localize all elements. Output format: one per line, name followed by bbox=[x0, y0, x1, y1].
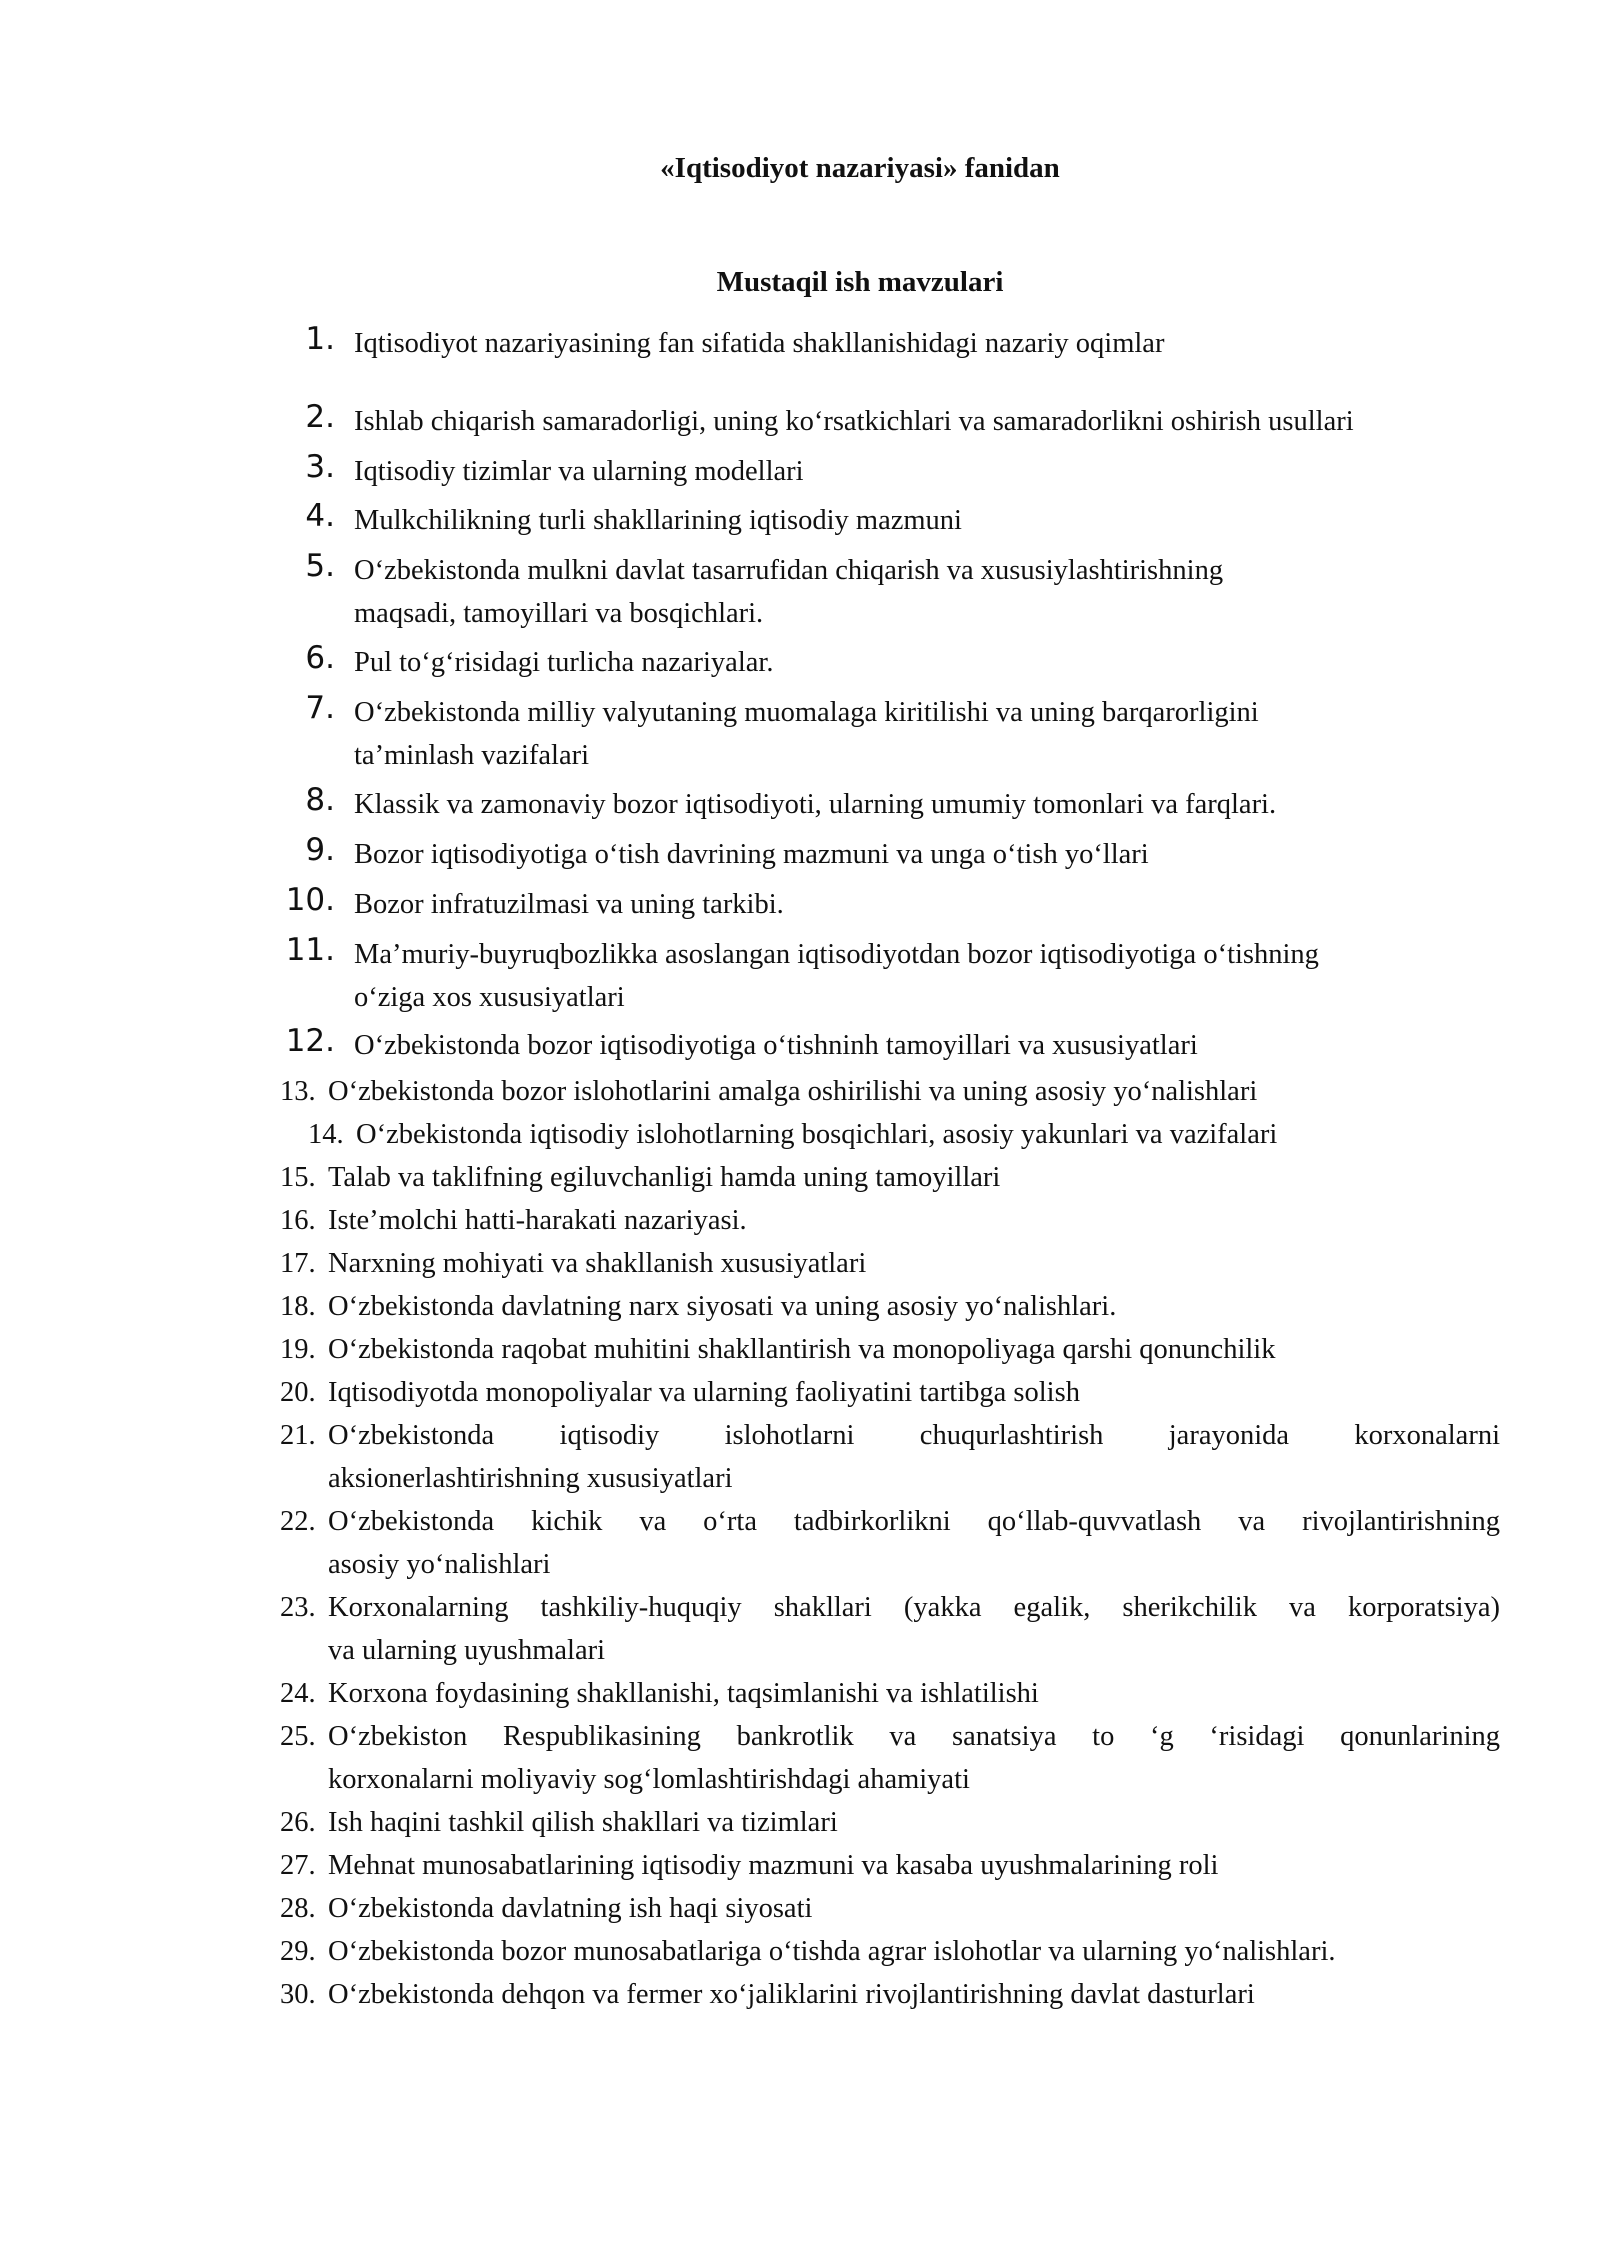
list-item-text: Ma’muriy-buyruqbozlikka asoslangan iqtisodiyotdan bozor iqtisodiyotiga o‘tishning bbox=[354, 939, 1319, 970]
list-item-number: 7. bbox=[305, 690, 335, 726]
list-item-text: O‘zbekistonda dehqon va fermer xo‘jaliklarini rivojlantirishning davlat dasturlari bbox=[328, 1979, 1255, 2010]
list-item-number: 20. bbox=[280, 1377, 316, 1408]
list-item-text: Talab va taklifning egiluvchanligi hamda uning tamoyillari bbox=[328, 1162, 1001, 1193]
list-item-number: 4. bbox=[305, 498, 335, 534]
list-item-number: 28. bbox=[280, 1893, 316, 1924]
list-item-text-continuation: ta’minlash vazifalari bbox=[354, 740, 590, 771]
list-item-text: Ish haqini tashkil qilish shakllari va tizimlari bbox=[328, 1807, 838, 1838]
list-item-number: 1. bbox=[305, 321, 335, 357]
list-item-number: 24. bbox=[280, 1678, 316, 1709]
list-item-text-continuation: asosiy yo‘nalishlari bbox=[328, 1549, 551, 1580]
list-item-number: 5. bbox=[305, 548, 335, 584]
list-item-text: O‘zbekistonda iqtisodiy islohotlarning bosqichlari, asosiy yakunlari va vazifalari bbox=[356, 1119, 1278, 1150]
list-item-text: Korxonalarning tashkiliy-huquqiy shakllari (yakka egalik, sherikchilik va korporatsiya) bbox=[328, 1592, 1500, 1623]
document-subtitle: Mustaqil ish mavzulari bbox=[716, 266, 1004, 298]
list-item-text: O‘zbekistonda mulkni davlat tasarrufidan chiqarish va xususiylashtirishning bbox=[354, 555, 1224, 586]
list-item-number: 23. bbox=[280, 1592, 316, 1623]
list-item-number: 30. bbox=[280, 1979, 316, 2010]
list-item-text: O‘zbekistonda davlatning narx siyosati va uning asosiy yo‘nalishlari. bbox=[328, 1291, 1117, 1322]
list-item-number: 21. bbox=[280, 1420, 316, 1451]
list-item-number: 22. bbox=[280, 1506, 316, 1537]
list-item-text: Iqtisodiyot nazariyasining fan sifatida shakllanishidagi nazariy oqimlar bbox=[354, 328, 1165, 359]
list-item-number: 2. bbox=[305, 399, 335, 435]
list-item-text: O‘zbekistonda bozor munosabatlariga o‘tishda agrar islohotlar va ularning yo‘nalishlari. bbox=[328, 1936, 1336, 1967]
list-item-number: 13. bbox=[280, 1076, 316, 1107]
list-item-text: Pul to‘g‘risidagi turlicha nazariyalar. bbox=[354, 647, 774, 678]
list-item-number: 27. bbox=[280, 1850, 316, 1881]
list-item-text-continuation: va ularning uyushmalari bbox=[328, 1635, 606, 1666]
list-item-text-continuation: o‘ziga xos xususiyatlari bbox=[354, 982, 625, 1013]
list-item-text: O‘zbekistonda bozor islohotlarini amalga oshirilishi va uning asosiy yo‘nalishlari bbox=[328, 1076, 1258, 1107]
list-item-text: Mehnat munosabatlarining iqtisodiy mazmuni va kasaba uyushmalarining roli bbox=[328, 1850, 1219, 1881]
list-item-number: 15. bbox=[280, 1162, 316, 1193]
list-item-text: O‘zbekistonda davlatning ish haqi siyosati bbox=[328, 1893, 813, 1924]
list-item-text: Klassik va zamonaviy bozor iqtisodiyoti, ularning umumiy tomonlari va farqlari. bbox=[354, 789, 1277, 820]
list-item-text: O‘zbekistonda iqtisodiy islohotlarni chuqurlashtirish jarayonida korxonalarni bbox=[328, 1420, 1500, 1451]
list-item-number: 26. bbox=[280, 1807, 316, 1838]
list-item-text: O‘zbekistonda milliy valyutaning muomalaga kiritilishi va uning barqarorligini bbox=[354, 697, 1259, 728]
list-item-text: Bozor infratuzilmasi va uning tarkibi. bbox=[354, 889, 784, 920]
list-item-text: O‘zbekistonda bozor iqtisodiyotiga o‘tishninh tamoyillari va xususiyatlari bbox=[354, 1030, 1198, 1061]
list-item-text: Ishlab chiqarish samaradorligi, uning ko‘rsatkichlari va samaradorlikni oshirish usullari bbox=[354, 406, 1354, 437]
list-item-text: Iste’molchi hatti-harakati nazariyasi. bbox=[328, 1205, 747, 1236]
list-item-text-continuation: maqsadi, tamoyillari va bosqichlari. bbox=[354, 598, 764, 629]
list-item-text-continuation: korxonalarni moliyaviy sog‘lomlashtirishdagi ahamiyati bbox=[328, 1764, 970, 1795]
list-item-text: O‘zbekistonda raqobat muhitini shakllantirish va monopoliyaga qarshi qonunchilik bbox=[328, 1334, 1276, 1365]
list-item-text-continuation: aksionerlashtirishning xususiyatlari bbox=[328, 1463, 733, 1494]
list-item-number: 17. bbox=[280, 1248, 316, 1279]
list-item-number: 29. bbox=[280, 1936, 316, 1967]
list-item-text: Iqtisodiy tizimlar va ularning modellari bbox=[354, 456, 804, 487]
list-item-number: 8. bbox=[305, 782, 335, 818]
list-item-number: 11. bbox=[285, 932, 335, 968]
list-item-number: 6. bbox=[305, 640, 335, 676]
list-item-text: Bozor iqtisodiyotiga o‘tish davrining mazmuni va unga o‘tish yo‘llari bbox=[354, 839, 1149, 870]
list-item-text: O‘zbekistonda kichik va o‘rta tadbirkorlikni qo‘llab-quvvatlash va rivojlantirishning bbox=[328, 1506, 1500, 1537]
list-item-text: Iqtisodiyotda monopoliyalar va ularning faoliyatini tartibga solish bbox=[328, 1377, 1080, 1408]
list-item-number: 10. bbox=[285, 882, 335, 918]
list-item-text: O‘zbekiston Respublikasining bankrotlik va sanatsiya to ‘g ‘risidagi qonunlarining bbox=[328, 1721, 1500, 1752]
list-item-text: Mulkchilikning turli shakllarining iqtisodiy mazmuni bbox=[354, 505, 962, 536]
list-item-text: Narxning mohiyati va shakllanish xususiyatlari bbox=[328, 1248, 867, 1279]
document-title: «Iqtisodiyot nazariyasi» fanidan bbox=[660, 152, 1060, 184]
list-item-number: 14. bbox=[308, 1119, 344, 1150]
list-item-number: 3. bbox=[305, 449, 335, 485]
list-item-text: Korxona foydasining shakllanishi, taqsimlanishi va ishlatilishi bbox=[328, 1678, 1039, 1709]
list-item-number: 9. bbox=[305, 832, 335, 868]
list-item-number: 18. bbox=[280, 1291, 316, 1322]
list-item-number: 16. bbox=[280, 1205, 316, 1236]
list-item-number: 25. bbox=[280, 1721, 316, 1752]
list-item-number: 12. bbox=[285, 1023, 335, 1059]
list-item-number: 19. bbox=[280, 1334, 316, 1365]
